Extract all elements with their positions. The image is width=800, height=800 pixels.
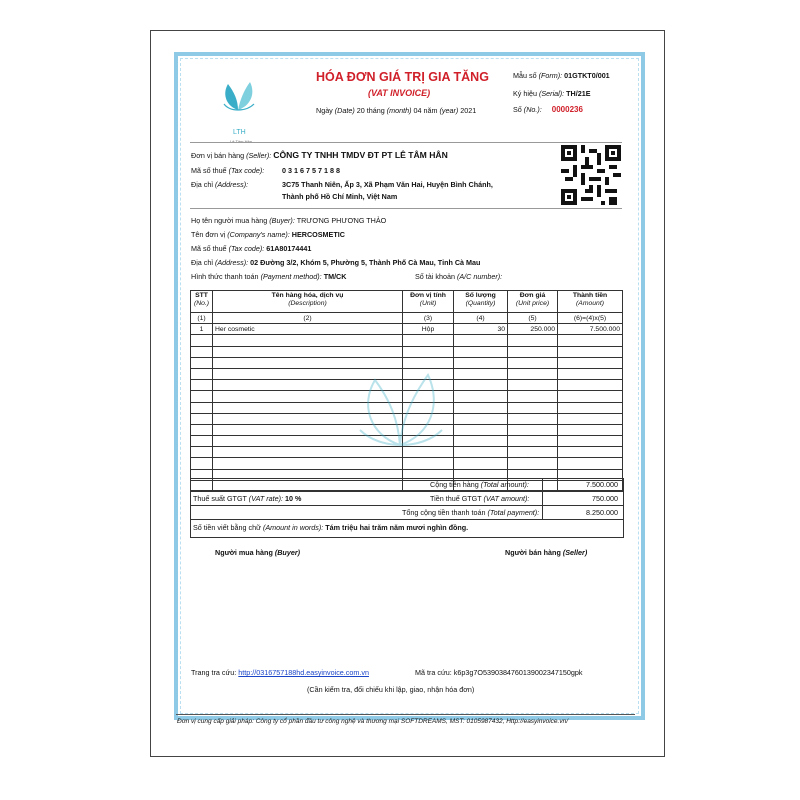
empty-cell <box>191 413 213 424</box>
empty-cell <box>508 424 558 435</box>
logo-text: LTH <box>233 129 246 136</box>
empty-cell <box>558 458 623 469</box>
lookup-link[interactable]: http://0316757188hd.easyinvoice.com.vn <box>238 668 369 677</box>
serial-number: Ký hiệu (Serial): TH/21E <box>513 89 591 98</box>
seller-divider <box>190 208 622 209</box>
index-cell: (1) <box>191 313 213 324</box>
empty-cell <box>558 346 623 357</box>
header-description: Tên hàng hóa, dịch vụ (Description) <box>213 291 403 313</box>
vat-amount-value: 750.000 <box>592 494 618 503</box>
empty-cell <box>508 413 558 424</box>
row-unit-price: 250.000 <box>508 324 558 335</box>
buyer-account-row: Số tài khoản (A/C number): <box>415 272 503 281</box>
logo-subtext: Lê Tâm Hân <box>230 139 252 144</box>
buyer-address-row: Địa chỉ (Address): 02 Đường 3/2, Khóm 5, Phường 5, Thành Phố Cà Mau, Tỉnh Cà Mau <box>191 258 481 267</box>
total-payment-value: 8.250.000 <box>586 508 618 517</box>
seller-address-label: Địa chỉ (Address): <box>191 180 249 189</box>
header-amount: Thành tiền (Amount) <box>558 291 623 313</box>
buyer-tax-row: Mã số thuế (Tax code): 61A80174441 <box>191 244 312 253</box>
empty-cell <box>191 368 213 379</box>
empty-cell <box>191 402 213 413</box>
empty-cell <box>558 368 623 379</box>
amount-in-words: Số tiền viết bằng chữ (Amount in words): Tám triệu hai trăm năm mươi nghìn đồng. <box>193 523 469 532</box>
row-quantity: 30 <box>454 324 508 335</box>
empty-cell <box>558 402 623 413</box>
empty-cell <box>508 436 558 447</box>
empty-cell <box>191 424 213 435</box>
table-row <box>191 324 623 335</box>
empty-cell <box>191 335 213 346</box>
empty-cell <box>191 380 213 391</box>
company-logo <box>218 70 260 126</box>
empty-cell <box>558 335 623 346</box>
empty-cell <box>508 335 558 346</box>
row-unit: Hộp <box>403 324 454 335</box>
index-cell: (4) <box>454 313 508 324</box>
header-divider <box>190 142 622 143</box>
empty-cell <box>508 458 558 469</box>
buyer-name-row: Họ tên người mua hàng (Buyer): TRƯƠNG PHƯƠNG THẢO <box>191 216 387 225</box>
row-amount: 7.500.000 <box>558 324 623 335</box>
buyer-company-row: Tên đơn vị (Company's name): HERCOSMETIC <box>191 230 345 239</box>
index-cell: (6)=(4)x(5) <box>558 313 623 324</box>
empty-cell <box>191 346 213 357</box>
row-description: Her cosmetic <box>213 324 403 335</box>
seller-address-line1: 3C75 Thanh Niên, Ấp 3, Xã Phạm Văn Hai, Huyện Bình Chánh, <box>282 180 493 189</box>
empty-cell <box>191 357 213 368</box>
row-no: 1 <box>191 324 213 335</box>
lookup-row: Trang tra cứu: http://0316757188hd.easyinvoice.com.vn <box>191 668 369 677</box>
vat-rate-label: Thuế suất GTGT (VAT rate): 10 % <box>193 494 302 503</box>
empty-cell <box>508 391 558 402</box>
empty-cell <box>191 447 213 458</box>
totals-col-line <box>542 478 543 519</box>
empty-cell <box>558 357 623 368</box>
empty-cell <box>508 402 558 413</box>
empty-cell <box>558 391 623 402</box>
empty-cell <box>508 380 558 391</box>
empty-cell <box>508 346 558 357</box>
empty-cell <box>508 447 558 458</box>
seller-tax-row: Mã số thuế (Tax code): <box>191 166 265 175</box>
empty-cell <box>508 357 558 368</box>
qr-code <box>561 145 621 205</box>
footer-divider <box>176 714 635 715</box>
header-unit: Đơn vị tính (Unit) <box>403 291 454 313</box>
empty-cell <box>558 447 623 458</box>
buyer-signature-label: Người mua hàng (Buyer) <box>215 548 301 557</box>
empty-cell <box>558 413 623 424</box>
empty-cell <box>508 368 558 379</box>
lookup-code-row: Mã tra cứu: k6p3g7O5390384760139002347150gpk <box>415 668 583 677</box>
invoice-subtitle: (VAT INVOICE) <box>368 88 431 98</box>
index-cell: (2) <box>213 313 403 324</box>
total-amount-label: Cộng tiền hàng (Total amount): <box>430 480 529 489</box>
seller-signature-label: Người bán hàng (Seller) <box>505 548 588 557</box>
empty-cell <box>558 424 623 435</box>
seller-address-line2: Thành phố Hồ Chí Minh, Việt Nam <box>282 192 398 201</box>
empty-cell <box>191 458 213 469</box>
header-no: STT (No.) <box>191 291 213 313</box>
index-cell: (3) <box>403 313 454 324</box>
total-payment-label: Tổng cộng tiền thanh toán (Total payment): <box>402 508 540 517</box>
buyer-payment-row: Hình thức thanh toán (Payment method): TM/CK <box>191 272 347 281</box>
empty-cell <box>191 391 213 402</box>
header-unit-price: Đơn giá (Unit price) <box>508 291 558 313</box>
watermark-logo <box>330 345 470 465</box>
table-index-row <box>191 313 623 324</box>
totals-line-1 <box>190 490 624 491</box>
seller-tax-code: 0 3 1 6 7 5 7 1 8 8 <box>282 166 340 175</box>
invoice-date: Ngày (Date) 20 tháng (month) 04 năm (year) 2021 <box>316 106 477 115</box>
empty-cell <box>191 436 213 447</box>
empty-cell <box>558 436 623 447</box>
header-quantity: Số lượng (Quantity) <box>454 291 508 313</box>
empty-cell <box>558 380 623 391</box>
vat-amount-label: Tiền thuế GTGT (VAT amount): <box>430 494 530 503</box>
form-number: Mẫu số (Form): 01GTKT0/001 <box>513 71 610 80</box>
check-note: (Cần kiểm tra, đối chiếu khi lập, giao, nhận hóa đơn) <box>307 685 475 694</box>
provider-note: Đơn vị cung cấp giải pháp: Công ty cổ phần đầu tư công nghệ và thương mại SOFTDREAMS, MST: 0105987432, Http://easyinvoice.vn/ <box>177 718 569 725</box>
totals-line-2 <box>190 505 624 506</box>
index-cell: (5) <box>508 313 558 324</box>
total-amount-value: 7.500.000 <box>586 480 618 489</box>
invoice-title: HÓA ĐƠN GIÁ TRỊ GIA TĂNG <box>316 70 489 84</box>
invoice-number: Số (No.): 0000236 <box>513 105 583 114</box>
seller-name-row: Đơn vị bán hàng (Seller): CÔNG TY TNHH TMDV ĐT PT LÊ TÂM HÂN <box>191 150 448 160</box>
totals-line-3 <box>190 519 624 520</box>
table-header-row <box>191 291 623 313</box>
